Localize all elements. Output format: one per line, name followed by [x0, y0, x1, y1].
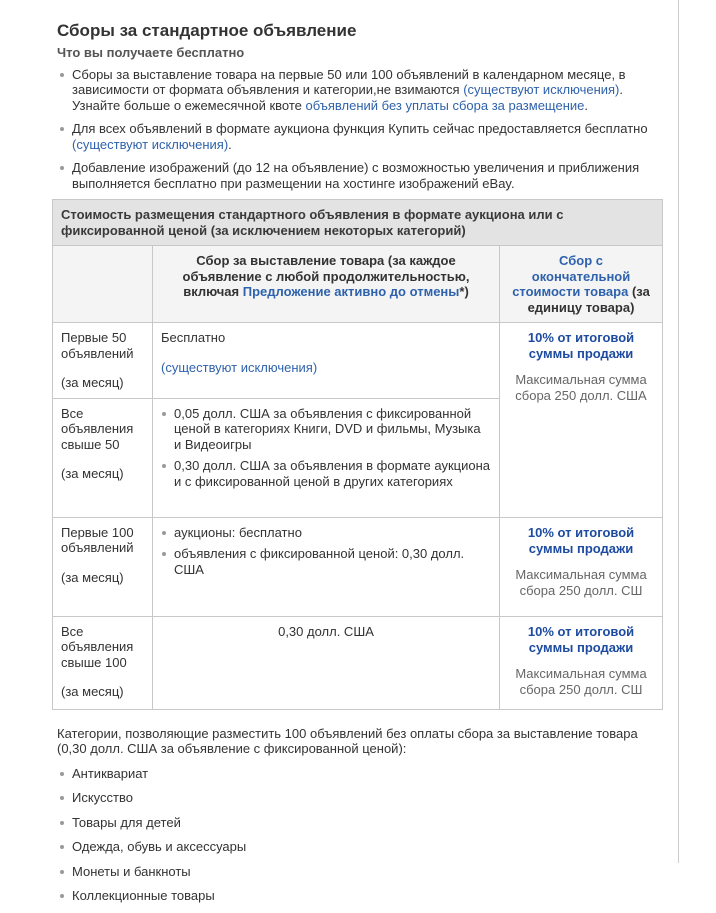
- free-categories-list: [52, 766, 662, 904]
- bullet-text: Сборы за выставление товара на первые 50 или 100 объявлений в календарном месяце, в зависимости от формата объявления и категории,не взимаются: [72, 66, 626, 98]
- bullet-text: .: [584, 97, 589, 113]
- categories-intro: Категории, позволяющие разместить 100 объявлений без оплаты сбора за выставление товара (0,30 долл. США за объявление с фиксированной ценой):: [57, 725, 638, 757]
- list-item: Товары для детей: [52, 815, 662, 831]
- final-value-fee-column-header: [500, 246, 663, 323]
- main-content: [52, 0, 662, 913]
- row-label-text: Все объявления свыше 50: [61, 405, 134, 452]
- row-label-first-100: [53, 517, 153, 616]
- list-item: [52, 160, 662, 191]
- page-right-divider: [678, 0, 679, 863]
- list-item: Монеты и банкноты: [52, 864, 662, 880]
- row-label-over-100: [53, 616, 153, 709]
- exceptions-link[interactable]: (существуют исключения): [463, 82, 620, 98]
- row-period-text: (за месяц): [61, 684, 124, 700]
- fee-bullet-list: [161, 525, 491, 578]
- list-item: аукционы: бесплатно: [161, 525, 491, 541]
- bullet-text: . Узнайте больше о ежемесячной квоте: [72, 82, 624, 113]
- list-item: объявления с фиксированной ценой: 0,30 долл. США: [161, 546, 491, 577]
- list-item: Одежда, обувь и аксессуары: [52, 839, 662, 855]
- fee-table-corner-cell: [53, 246, 153, 323]
- free-section-heading: Что вы получаете бесплатно: [57, 44, 245, 60]
- row-period-text: (за месяц): [61, 569, 124, 585]
- exceptions-link[interactable]: (существуют исключения): [72, 136, 229, 152]
- row-period-text: (за месяц): [61, 466, 124, 482]
- final-value-fee-cell: [500, 517, 663, 616]
- list-item: 0,05 долл. США за объявления с фиксированной ценой в категориях Книги, DVD и фильмы, Музыка и Видеоигры: [161, 406, 491, 453]
- row-label-first-50: [53, 323, 153, 399]
- fee-cell-over-50: [153, 398, 500, 517]
- final-value-percent: 10% от итоговой суммы продажи: [527, 623, 635, 655]
- final-value-max: Максимальная сумма сбора 250 долл. СШ: [515, 566, 647, 598]
- insertion-fee-column-header: [153, 246, 500, 323]
- final-value-percent: 10% от итоговой суммы продажи: [527, 524, 635, 556]
- header-text: *): [459, 284, 469, 300]
- fee-table: [52, 199, 663, 710]
- fee-bullet-list: [161, 406, 491, 490]
- final-value-max: Максимальная сумма сбора 250 долл. США: [515, 372, 647, 404]
- final-value-max: Максимальная сумма сбора 250 долл. СШ: [515, 665, 647, 697]
- good-til-cancelled-link[interactable]: Предложение активно до отмены: [242, 284, 460, 300]
- list-item: [52, 121, 662, 152]
- fee-text: Бесплатно: [161, 330, 226, 346]
- fee-table-caption: Стоимость размещения стандартного объявления в формате аукциона или с фиксированной ценой (за исключением некоторых категорий): [53, 200, 663, 246]
- final-value-fee-cell: [500, 616, 663, 709]
- list-item: Искусство: [52, 790, 662, 806]
- final-value-percent: 10% от итоговой суммы продажи: [527, 330, 635, 362]
- row-period-text: (за месяц): [61, 375, 124, 391]
- fee-cell-first-100: [153, 517, 500, 616]
- list-item: [52, 67, 662, 114]
- fee-cell-first-50: [153, 323, 500, 399]
- fee-cell-over-100: 0,30 долл. США: [153, 616, 500, 709]
- row-label-over-50: [53, 398, 153, 517]
- bullet-text: Добавление изображений (до 12 на объявление) с возможностью увеличения и приближения выполняется бесплатно при размещении на хостинге изображений eBay.: [72, 160, 640, 191]
- bullet-text: .: [228, 136, 232, 152]
- list-item: Антиквариат: [52, 766, 662, 782]
- row-label-text: Первые 100 объявлений: [61, 524, 134, 556]
- header-text: Сбор за выставление товара (за каждое объявление с любой продолжительностью, включая: [182, 253, 470, 300]
- final-value-fee-link[interactable]: Сбор с окончательной стоимости товара: [512, 253, 631, 300]
- bullet-text: Для всех объявлений в формате аукциона функция Купить сейчас предоставляется бесплатно: [72, 121, 648, 137]
- header-text: (за единицу товара): [527, 284, 650, 315]
- final-value-fee-cell: [500, 323, 663, 518]
- free-benefits-list: [52, 67, 662, 192]
- exceptions-link[interactable]: (существуют исключения): [161, 359, 318, 375]
- row-label-text: Все объявления свыше 100: [61, 623, 134, 670]
- zero-insertion-quota-link[interactable]: объявлений без уплаты сбора за размещение: [305, 97, 585, 113]
- list-item: Коллекционные товары: [52, 888, 662, 904]
- page-title: Сборы за стандартное объявление: [57, 21, 357, 40]
- list-item: 0,30 долл. США за объявления в формате аукциона и с фиксированной ценой в других категориях: [161, 458, 491, 489]
- row-label-text: Первые 50 объявлений: [61, 330, 134, 361]
